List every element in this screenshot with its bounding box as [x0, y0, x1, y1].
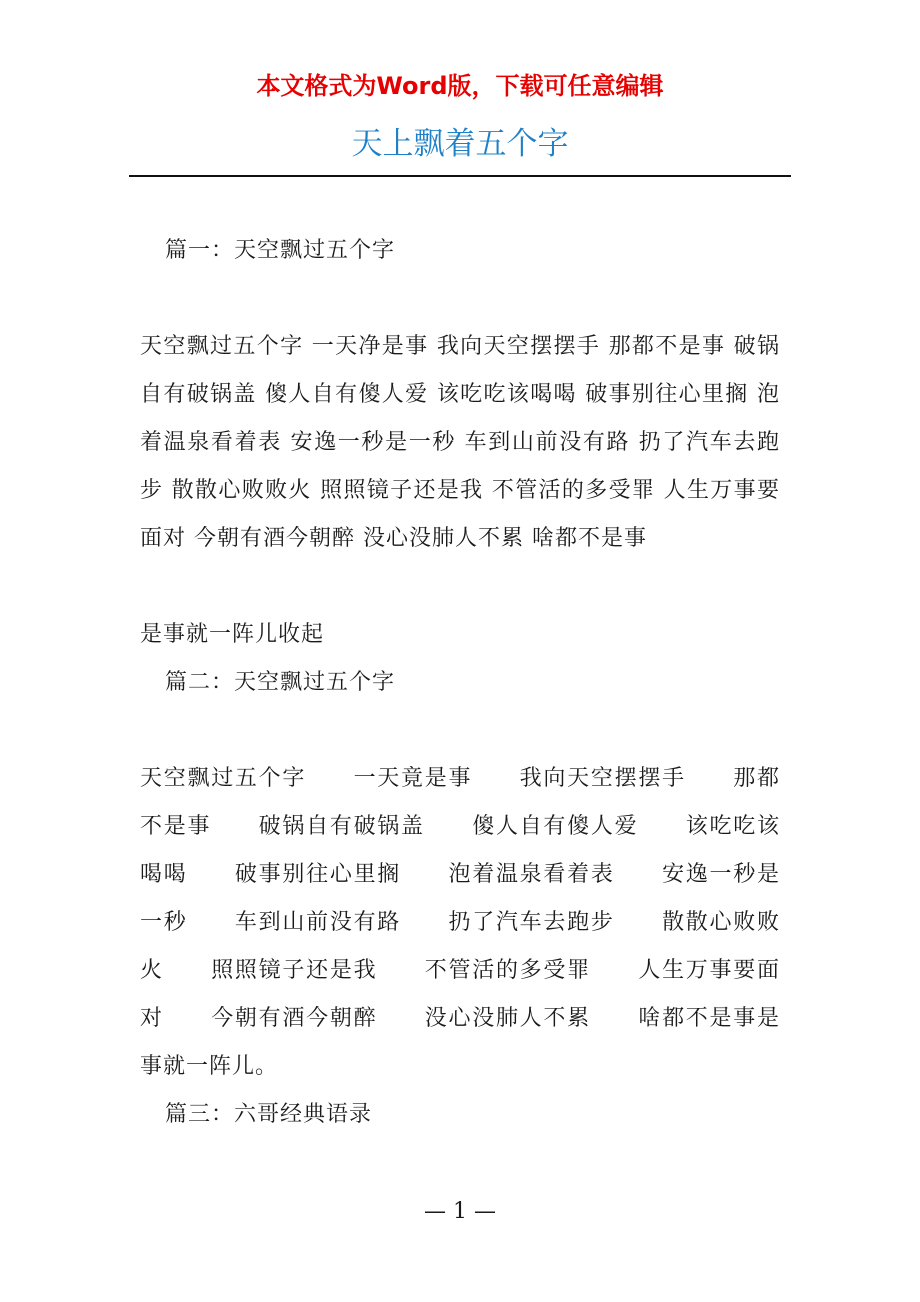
section-1-tail: 是事就一阵儿收起 [140, 622, 325, 647]
section-3-heading: 篇三：六哥经典语录 [165, 1102, 373, 1127]
download-banner: 本文格式为Word版，下载可任意编辑 [256, 72, 664, 100]
document-title: 天上飘着五个字 [351, 126, 569, 162]
title-divider [129, 175, 791, 177]
page-number: — 1 — [424, 1199, 496, 1224]
section-1-heading: 篇一：天空飘过五个字 [165, 238, 396, 263]
section-1-body: 天空飘过五个字 一天净是事 我向天空摆摆手 那都不是事 破锅自有破锅盖 傻人自有傻人爱 该吃吃该喝喝 破事别往心里搁 泡着温泉看着表 安逸一秒是一秒 车到山前没有路 扔了汽车去跑步 散散心败败火 照照镜子还是我 不管活的多受罪 人生万事要面对 今朝有酒今朝醉 没心没肺人不累 啥都不是事 [140, 334, 780, 551]
section-2-body: 天空飘过五个字 一天竟是事 我向天空摆摆手 那都不是事 破锅自有破锅盖 傻人自有傻人爱 该吃吃该喝喝 破事别往心里搁 泡着温泉看着表 安逸一秒是一秒 车到山前没有路 扔了汽车去跑步 散散心败败火 照照镜子还是我 不管活的多受罪 人生万事要面对 今朝有酒今朝醉 没心没肺人不累 啥都不是事是事就一阵儿。 [140, 766, 780, 1079]
section-2-heading: 篇二：天空飘过五个字 [165, 670, 396, 695]
document-body [140, 227, 780, 1139]
